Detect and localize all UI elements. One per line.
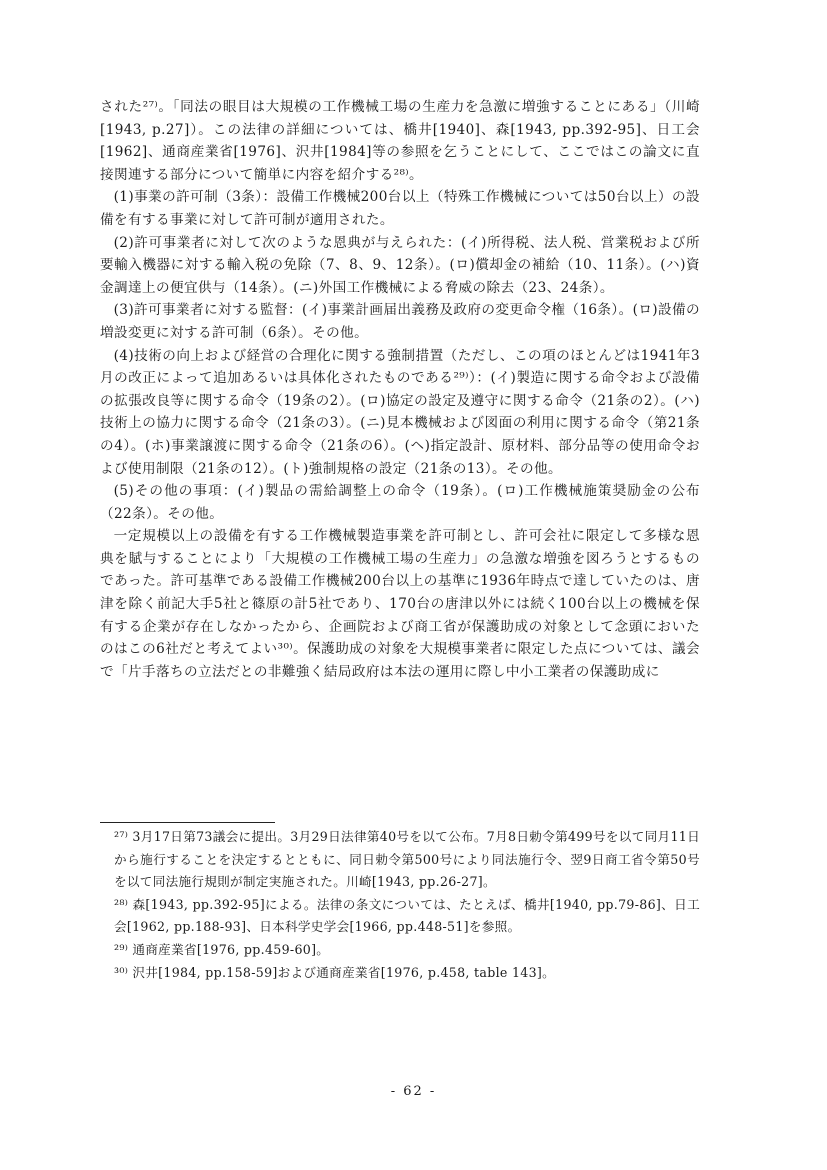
paragraph-item-5: (5)その他の事項：(イ)製品の需給調整上の命令（19条）。(ロ)工作機械施策奨励金の公布（22条）。その他。 [100,483,700,522]
paragraph-item-3: (3)許可事業者に対する監督：(イ)事業計画届出義務及政府の変更命令権（16条）。(ロ)設備の増設変更に対する許可制（6条）。その他。 [100,302,700,341]
page-number: - 62 - [390,1084,437,1099]
footnote-28: ²⁸⁾ 森[1943, pp.392-95]による。法律の条文については、たとえば、橋井[1940, pp.79-86]、日工会[1962, pp.188-93]、日本科学史学会[1966, pp.448-51]を参照。 [114,896,700,935]
paragraph-intro: された²⁷⁾。「同法の眼目は大規模の工作機械工場の生産力を急激に増強することにある」（川崎[1943, p.27]）。この法律の詳細については、橋井[1940]、森[1943, pp.392-95]、日工会[1962]、通商産業省[1976]、沢井[1984]等の参照を乞うことにして、ここではこの論文に直接関連する部分について簡単に内容を紹介する²⁸⁾。 [100,99,700,183]
footnote-29: ²⁹⁾ 通商産業省[1976, pp.459-60]。 [114,941,330,957]
footnotes [114,826,700,984]
paragraph-item-2: (2)許可事業者に対して次のような恩典が与えられた：(イ)所得税、法人税、営業税および所要輸入機器に対する輸入税の免除（7、8、9、12条）。(ロ)償却金の補給（10、11条）。(ハ)資金調達上の便宜供与（14条）。(ニ)外国工作機械による脅威の除去（23、24条）。 [100,234,700,296]
paragraph-summary: 一定規模以上の設備を有する工作機械製造事業を許可制とし、許可会社に限定して多様な恩典を賦与することにより「大規模の工作機械工場の生産力」の急激な増強を図ろうとするものであった。許可基準である設備工作機械200台以上の基準に1936年時点で達していたのは、唐津を除く前記大手5社と篠原の計5社であり、170台の唐津以外には続く100台以上の機械を保有する企業が存在しなかったから、企画院および商工省が保護助成の対象として念頭においたのはこの6社だと考えてよい³⁰⁾。保護助成の対象を大規模事業者に限定した点については、議会で「片手落ちの立法だとの非難強く結局政府は本法の運用に際し中小工業者の保護助成に [100,528,700,680]
footnote-divider [100,822,275,823]
paragraph-item-1: (1)事業の許可制（3条）：設備工作機械200台以上（特殊工作機械については50台以上）の設備を有する事業に対して許可制が適用された。 [100,189,700,228]
body-text [100,96,700,683]
footnote-27: ²⁷⁾ 3月17日第73議会に提出。3月29日法律第40号を以て公布。7月8日勅令第499号を以て同月11日から施行することを決定するとともに、同日勅令第500号により同法施行令、翌9日商工省令第50号を以て同法施行規則が制定実施された。川崎[1943, pp.26-27]。 [114,829,700,890]
footnote-30: ³⁰⁾ 沢井[1984, pp.158-59]および通商産業省[1976, p.458, table 143]。 [114,964,555,980]
paragraph-item-4: (4)技術の向上および経営の合理化に関する強制措置（ただし、この項のほとんどは1941年3月の改正によって追加あるいは具体化されたものである²⁹⁾）：(イ)製造に関する命令および設備の拡張改良等に関する命令（19条の2）。(ロ)協定の設定及遵守に関する命令（21条の2）。(ハ)技術上の協力に関する命令（21条の3）。(ニ)見本機械および図面の利用に関する命令（第21条の4）。(ホ)事業譲渡に関する命令（21条の6）。(ヘ)指定設計、原材料、部分品等の使用命令および使用制限（21条の12）。(ト)強制規格の設定（21条の13）。その他。 [100,347,701,477]
